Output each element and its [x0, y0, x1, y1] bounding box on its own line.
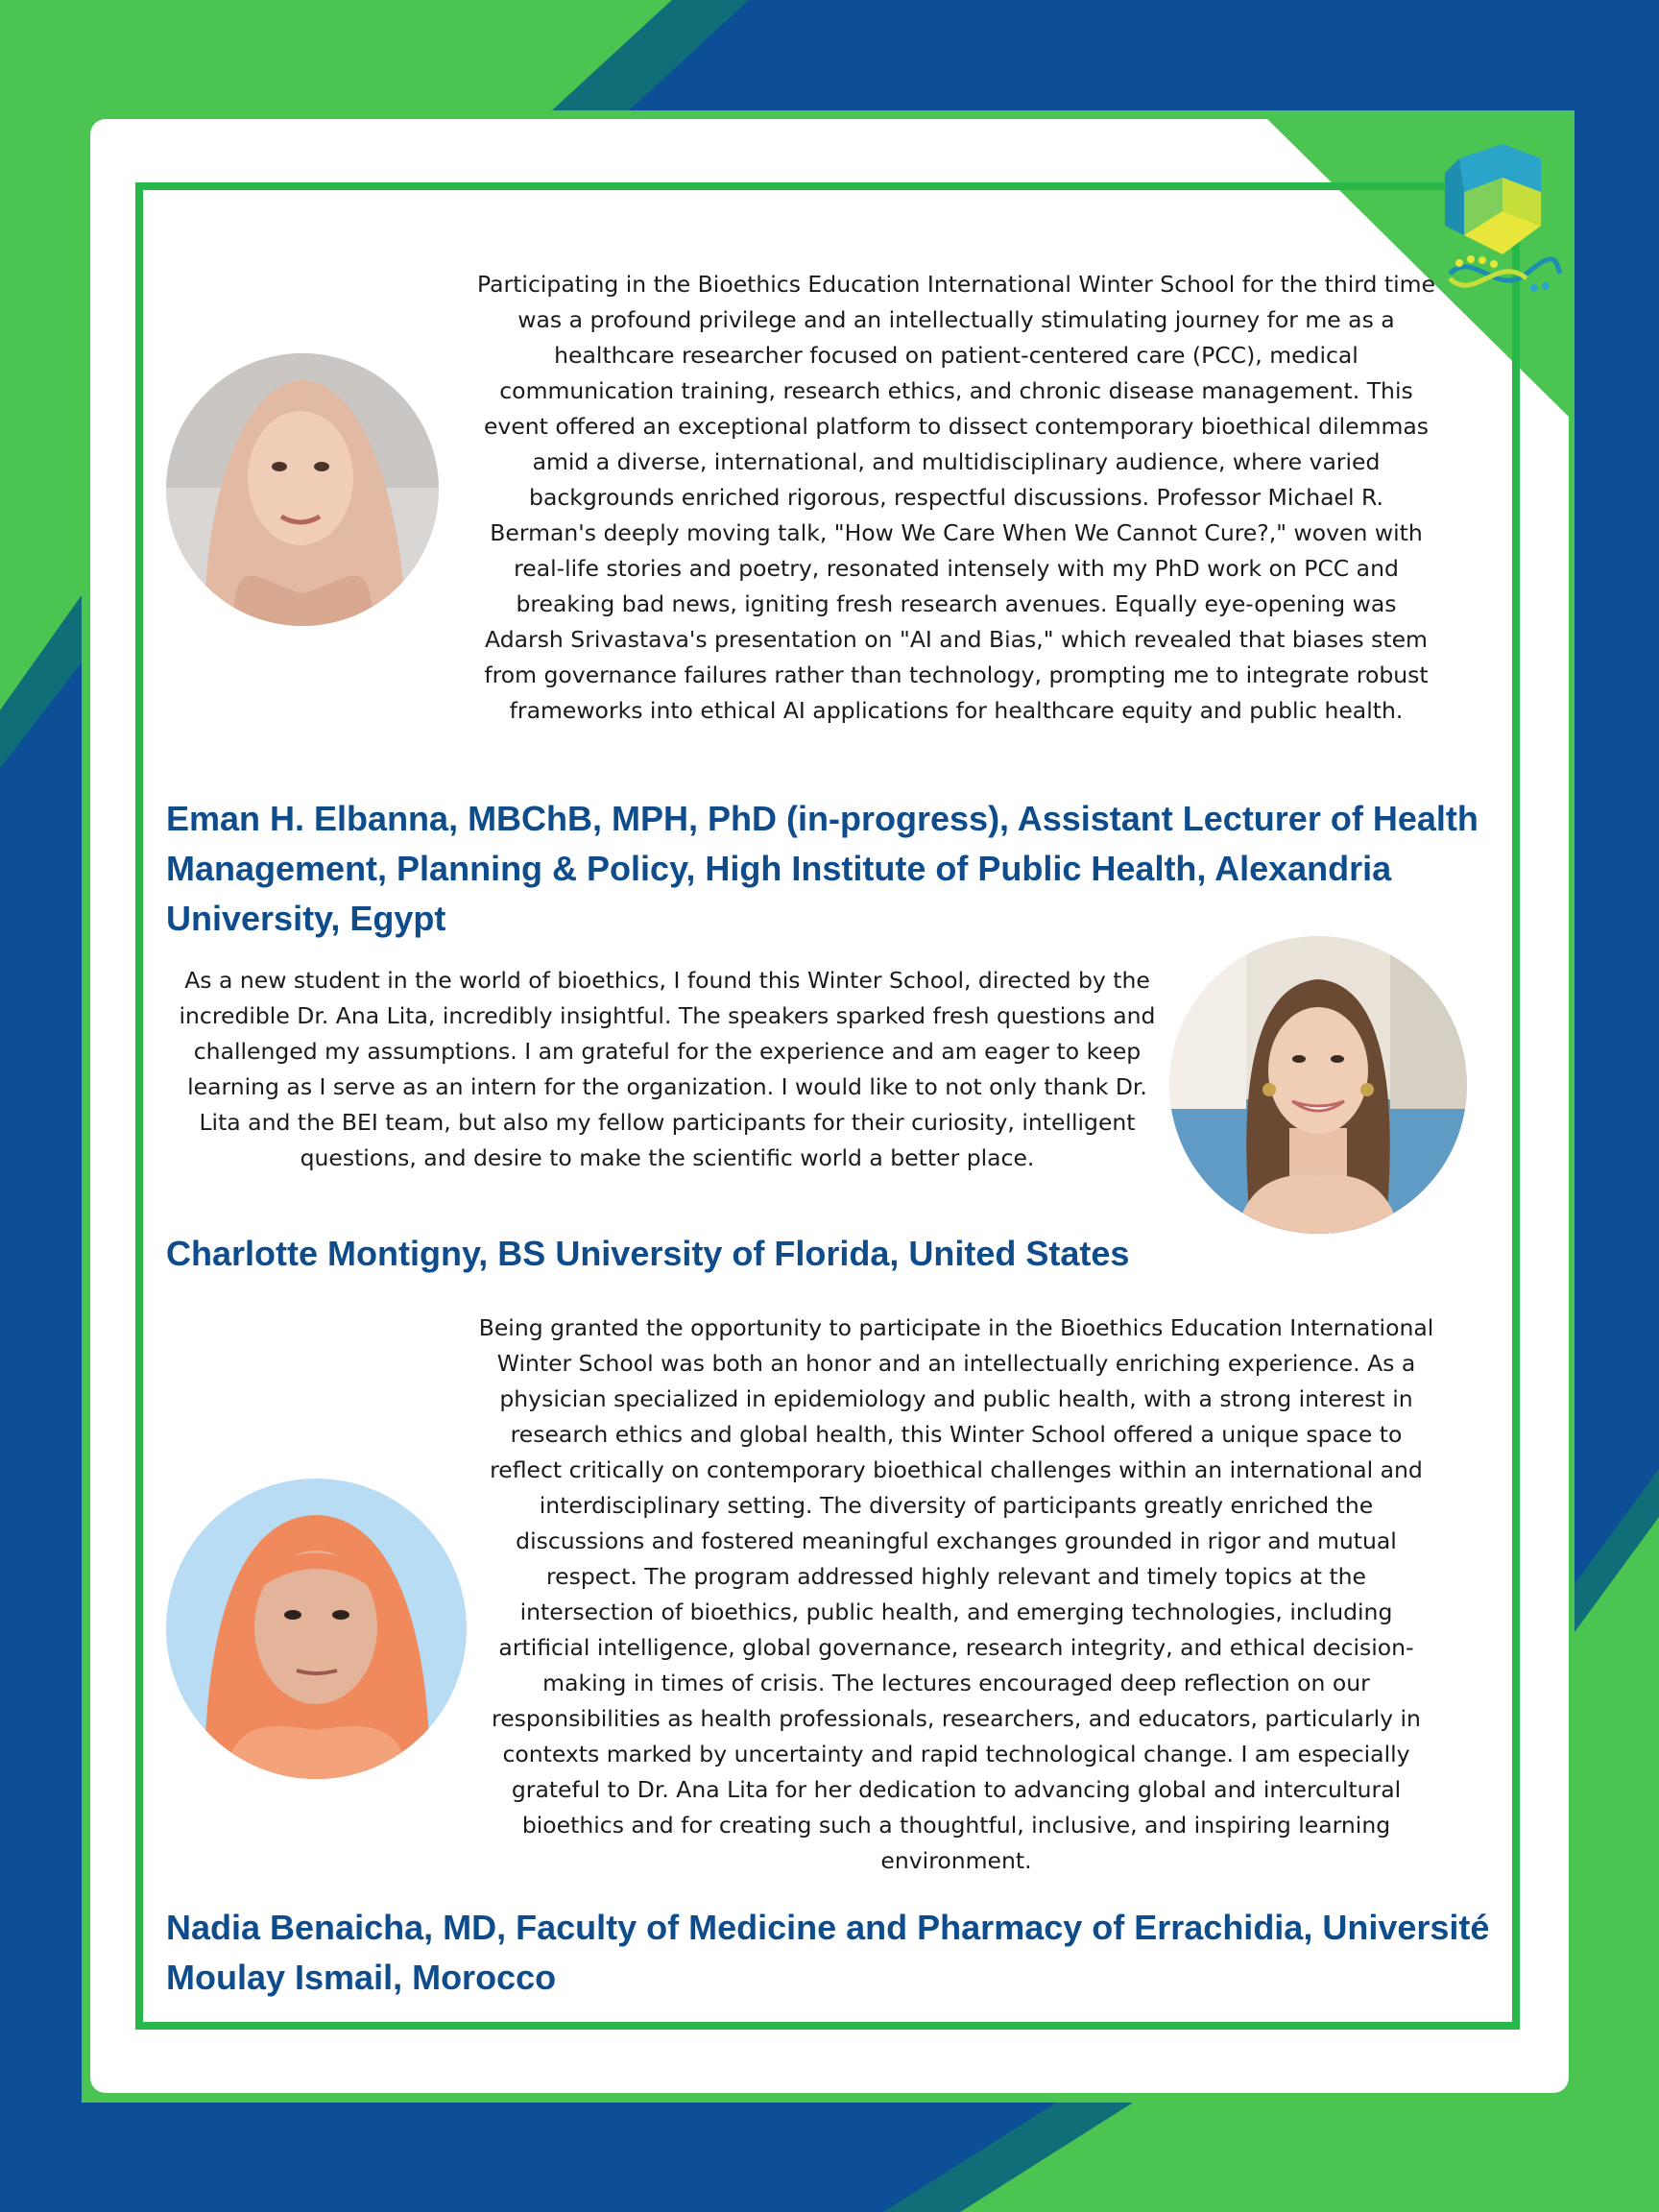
avatar-eman-elbanna [166, 353, 439, 626]
testimonial-name-3: Nadia Benaicha, MD, Faculty of Medicine and Pharmacy of Errachidia, Université Moulay Ismail, Morocco [166, 1908, 1490, 1997]
avatar-charlotte-montigny [1169, 936, 1467, 1234]
testimonial-name-2: Charlotte Montigny, BS University of Florida, United States [166, 1234, 1130, 1273]
testimonial-quote-3: Being granted the opportunity to participate in the Bioethics Education International Winter School was both an honor and an intellectually enriching experience. As a physician specialized in epidemiology and public health, with a strong interest in research ethics and global health, this Winter School offered a unique space to reflect critically on contemporary bioethical challenges within an international and interdisciplinary setting. The diversity of participants greatly enriched the discussions and fostered meaningful exchanges grounded in rigor and mutual respect. The program addressed highly relevant and timely topics at the intersection of bioethics, public health, and emerging technologies, including artificial intelligence, global governance, research integrity, and ethical decision-making in times of crisis. The lectures encouraged deep reflection on our responsibilities as health professionals, researchers, and educators, particularly in contexts marked by uncertainty and rapid technological change. I am especially grateful to Dr. Ana Lita for her dedication to advancing global and intercultural bioethics and for creating such a thoughtful, inclusive, and inspiring learning environment. [478, 1314, 1434, 1874]
avatar-nadia-benaicha [166, 1479, 467, 1779]
testimonial-quote-1: Participating in the Bioethics Education International Winter School for the third time was a profound privilege and an intellectually stimulating journey for me as a healthcare researcher focused on patient-centered care (PCC), medical communication training, research ethics, and chronic disease management. This event offered an exceptional platform to dissect contemporary bioethical dilemmas amid a diverse, international, and multidisciplinary audience, where varied backgrounds enriched rigorous, respectful discussions. Professor Michael R. Berman's deeply moving talk, "How We Care When We Cannot Cure?," woven with real-life stories and poetry, resonated intensely with my PhD work on PCC and breaking bad news, igniting fresh research avenues. Equally eye-opening was Adarsh Srivastava's presentation on "AI and Bias," which revealed that biases stem from governance failures rather than technology, prompting me to integrate robust frameworks into ethical AI applications for healthcare equity and public health. [477, 271, 1435, 724]
testimonial-quote-2: As a new student in the world of bioethics, I found this Winter School, directed by the incredible Dr. Ana Lita, incredibly insightful. The speakers sparked fresh questions and challenged my assumptions. I am grateful for the experience and am eager to keep learning as I serve as an intern for the organization. I would like to not only thank Dr. Lita and the BEI team, but also my fellow participants for their curiosity, intelligent questions, and desire to make the scientific world a better place. [179, 967, 1156, 1171]
testimonial-name-1: Eman H. Elbanna, MBChB, MPH, PhD (in-progress), Assistant Lecturer of Health Management, Planning & Policy, High Institute of Public Health, Alexandria University, Egypt [166, 799, 1479, 938]
bioethics-education-international-logo-icon [1440, 144, 1565, 307]
